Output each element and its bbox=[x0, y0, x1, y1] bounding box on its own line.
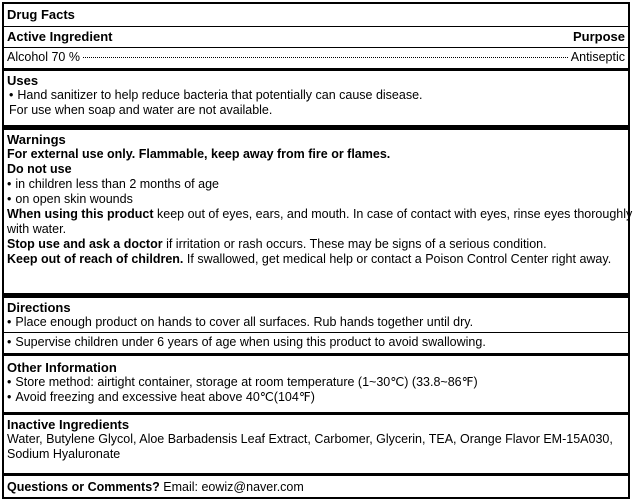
divider bbox=[4, 332, 628, 333]
keep-out-text: If swallowed, get medical help or contact a Poison Control Center right away. bbox=[183, 252, 612, 266]
dot-leader bbox=[83, 57, 568, 58]
directions-section-2 bbox=[4, 335, 628, 350]
divider-thick bbox=[4, 473, 628, 476]
directions-line: • Place enough product on hands to cover all surfaces. Rub hands together until dry. bbox=[7, 315, 625, 330]
when-using-line bbox=[7, 207, 633, 222]
uses-line: • Hand sanitizer to help reduce bacteria that potentially can cause disease. bbox=[7, 88, 625, 103]
active-heading: Active Ingredient bbox=[7, 29, 113, 44]
questions-label: Questions or Comments? bbox=[7, 480, 160, 494]
do-not-use-heading: Do not use bbox=[7, 162, 72, 176]
external-use-warning: For external use only. Flammable, keep away from fire or flames. bbox=[7, 147, 391, 161]
drug-facts-title bbox=[4, 7, 628, 23]
questions-email: Email: eowiz@naver.com bbox=[159, 480, 304, 494]
when-using-line-2: with water. bbox=[7, 222, 67, 236]
warnings-section bbox=[4, 132, 633, 267]
title-text: Drug Facts bbox=[7, 7, 75, 22]
stop-use-label: Stop use and ask a doctor bbox=[7, 237, 163, 251]
when-using-label: When using this product bbox=[7, 207, 154, 221]
questions-section bbox=[4, 480, 628, 495]
directions-heading: Directions bbox=[7, 300, 71, 315]
inactive-line: Water, Butylene Glycol, Aloe Barbadensis Leaf Extract, Carbomer, Glycerin, TEA, Orange Flavor EM-15A030, bbox=[7, 432, 613, 446]
warnings-heading: Warnings bbox=[7, 132, 66, 147]
ingredient-name: Alcohol 70 % bbox=[7, 50, 80, 64]
divider-thick bbox=[4, 353, 628, 356]
directions-section bbox=[4, 300, 628, 330]
divider-thick bbox=[4, 412, 628, 415]
stop-use-line bbox=[7, 237, 625, 252]
inactive-heading: Inactive Ingredients bbox=[7, 417, 130, 432]
uses-heading: Uses bbox=[7, 73, 39, 88]
inactive-ingredients-section bbox=[4, 417, 628, 462]
inactive-line: Sodium Hyaluronate bbox=[7, 447, 121, 461]
active-ingredient-row bbox=[4, 50, 628, 65]
keep-out-line bbox=[7, 252, 625, 267]
divider-thick bbox=[4, 125, 628, 130]
uses-section bbox=[4, 73, 628, 118]
keep-out-label: Keep out of reach of children. bbox=[7, 252, 184, 266]
other-line: • Store method: airtight container, storage at room temperature (1~30℃) (33.8~86℉) bbox=[7, 375, 625, 390]
divider bbox=[4, 26, 628, 27]
do-not-use-item: • in children less than 2 months of age bbox=[7, 177, 625, 192]
uses-line: For use when soap and water are not available. bbox=[9, 103, 273, 117]
purpose-heading: Purpose bbox=[572, 29, 625, 44]
divider-thick bbox=[4, 68, 628, 71]
do-not-use-item: • on open skin wounds bbox=[7, 192, 625, 207]
stop-use-text: if irritation or rash occurs. These may be signs of a serious condition. bbox=[162, 237, 547, 251]
ingredient-purpose: Antiseptic bbox=[570, 50, 625, 64]
divider bbox=[4, 47, 628, 48]
directions-line: • Supervise children under 6 years of age when using this product to avoid swallowing. bbox=[7, 335, 625, 350]
active-ingredient-section bbox=[4, 29, 628, 44]
other-information-section bbox=[4, 360, 628, 405]
when-using-text: keep out of eyes, ears, and mouth. In case of contact with eyes, rinse eyes thoroughly bbox=[153, 207, 633, 221]
drug-facts-panel bbox=[2, 2, 633, 499]
other-heading: Other Information bbox=[7, 360, 117, 375]
divider-thick bbox=[4, 293, 628, 298]
other-line: • Avoid freezing and excessive heat above 40℃(104℉) bbox=[7, 390, 625, 405]
